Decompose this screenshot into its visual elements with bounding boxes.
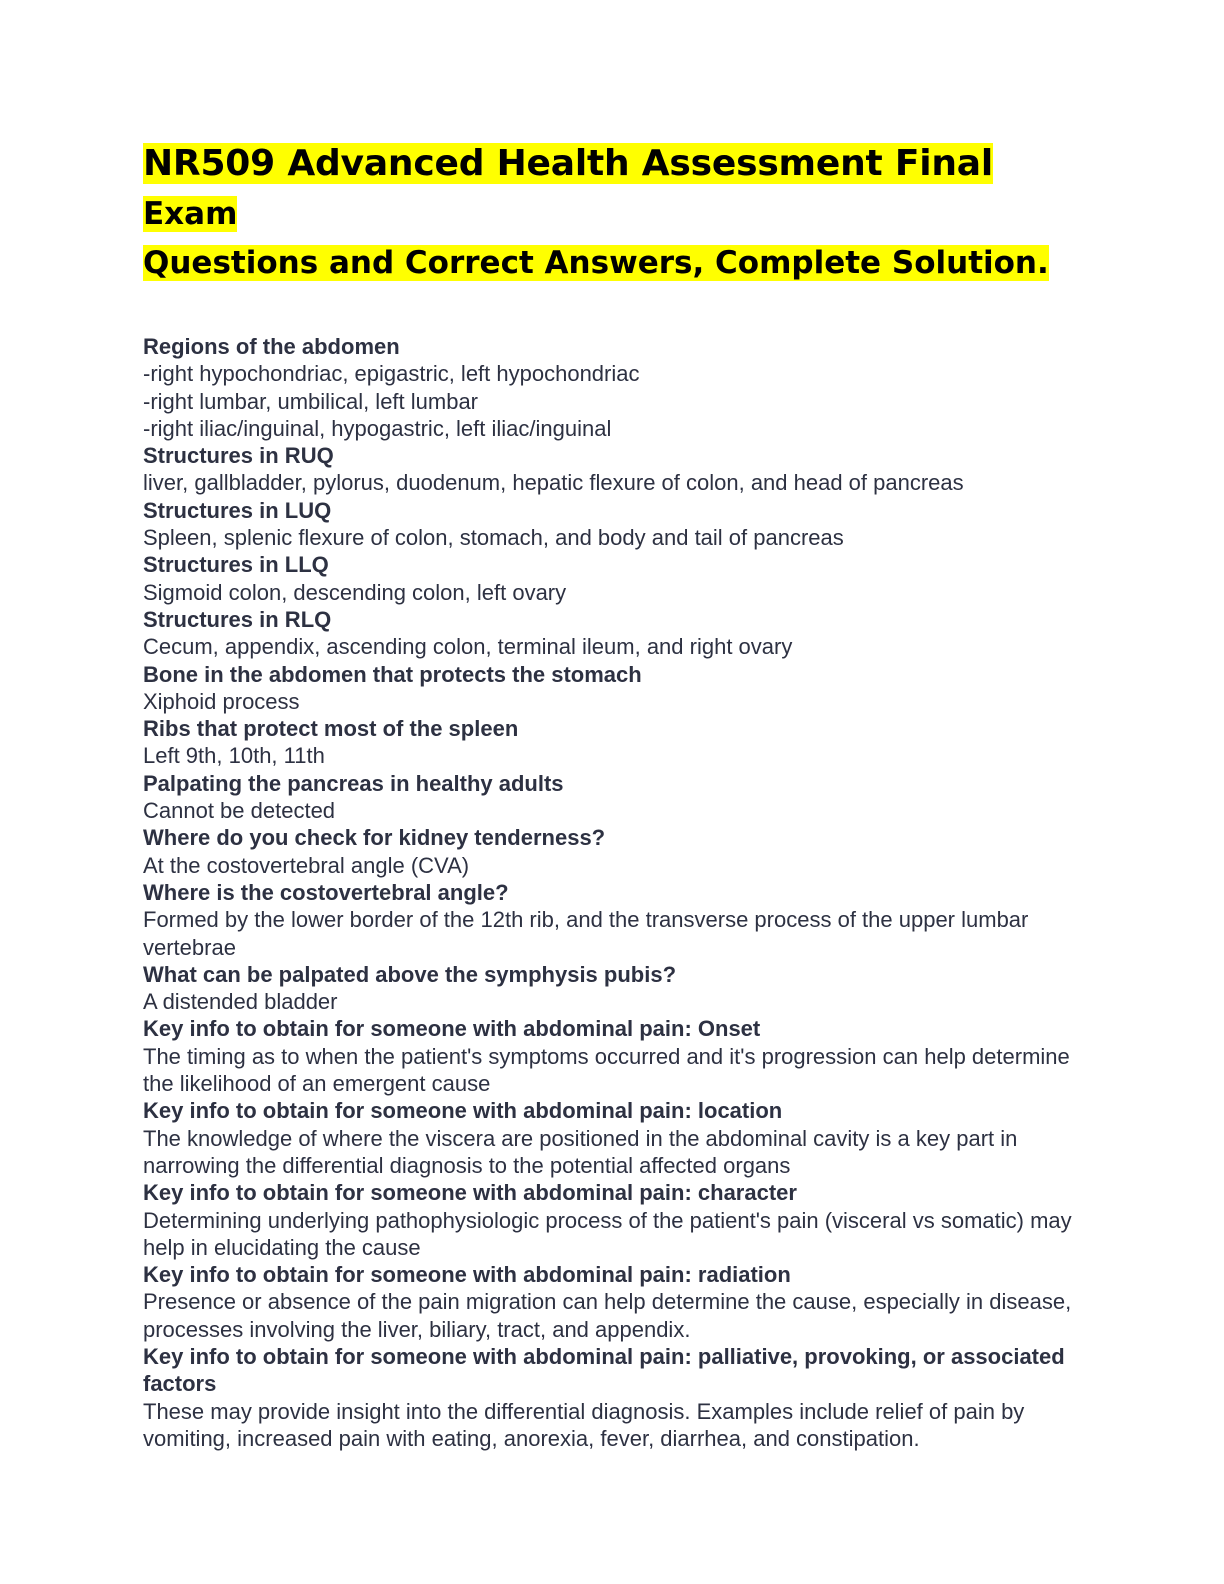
title-part-2: Exam: [143, 196, 238, 232]
answer-text: Presence or absence of the pain migration can help determine the cause, especially in disease, processes involving the liver, biliary, tract, and appendix.: [143, 1289, 1072, 1342]
answer-text: Formed by the lower border of the 12th rib, and the transverse process of the upper lumbar vertebrae: [143, 907, 1029, 960]
question-heading: Ribs that protect most of the spleen: [143, 716, 519, 742]
answer-text: Determining underlying pathophysiologic process of the patient's pain (visceral vs somatic) may help in elucidating the cause: [143, 1207, 1072, 1260]
question-heading: Where is the costovertebral angle?: [143, 879, 509, 905]
question-heading: Regions of the abdomen: [143, 334, 400, 359]
answer-text: Left 9th, 10th, 11th: [143, 743, 325, 769]
question-heading: Structures in RUQ: [143, 443, 334, 469]
answer-text: Spleen, splenic flexure of colon, stomach, and body and tail of pancreas: [143, 525, 844, 551]
question-heading: Key info to obtain for someone with abdominal pain: location: [143, 1098, 783, 1124]
answer-text: Cecum, appendix, ascending colon, terminal ileum, and right ovary: [143, 634, 793, 660]
question-heading: Key info to obtain for someone with abdominal pain: Onset: [143, 1016, 761, 1042]
answer-text: The knowledge of where the viscera are positioned in the abdominal cavity is a key part in narrowing the differential diagnosis to the potential affected organs: [143, 1125, 1018, 1178]
question-heading: Structures in LLQ: [143, 552, 329, 578]
title-part-1: NR509 Advanced Health Assessment Final: [143, 143, 994, 184]
document-title: [143, 140, 1083, 287]
question-heading: Bone in the abdomen that protects the stomach: [143, 661, 642, 687]
document-page: [143, 140, 1083, 1452]
question-heading: Key info to obtain for someone with abdominal pain: palliative, provoking, or associated factors: [143, 1343, 1065, 1397]
question-heading: What can be palpated above the symphysis pubis?: [143, 961, 677, 987]
answer-text: A distended bladder: [143, 989, 338, 1015]
question-heading: Structures in RLQ: [143, 606, 332, 632]
answer-text: Sigmoid colon, descending colon, left ovary: [143, 579, 567, 605]
qa-list: [143, 333, 1083, 1452]
question-heading: Key info to obtain for someone with abdominal pain: character: [143, 1180, 797, 1206]
answer-text: liver, gallbladder, pylorus, duodenum, hepatic flexure of colon, and head of pancreas: [143, 470, 964, 496]
question-heading: Palpating the pancreas in healthy adults: [143, 770, 564, 796]
answer-text: The timing as to when the patient's symptoms occurred and it's progression can help determine the likelihood of an emergent cause: [143, 1043, 1070, 1097]
title-line-2: Questions and Correct Answers, Complete Solution.: [143, 245, 1049, 281]
answer-text: Xiphoid process: [143, 688, 300, 714]
question-heading: Where do you check for kidney tenderness?: [143, 825, 606, 851]
question-heading: Structures in LUQ: [143, 497, 332, 523]
question-heading: Key info to obtain for someone with abdominal pain: radiation: [143, 1262, 791, 1288]
answer-text: -right iliac/inguinal, hypogastric, left iliac/inguinal: [143, 415, 612, 441]
answer-text: Cannot be detected: [143, 798, 336, 824]
answer-text: These may provide insight into the differential diagnosis. Examples include relief of pain by vomiting, increased pain with eating, anorexia, fever, diarrhea, and constipation.: [143, 1398, 1025, 1451]
answer-text: -right hypochondriac, epigastric, left hypochondriac: [143, 361, 640, 387]
answer-text: -right lumbar, umbilical, left lumbar: [143, 388, 479, 414]
answer-text: At the costovertebral angle (CVA): [143, 852, 470, 878]
